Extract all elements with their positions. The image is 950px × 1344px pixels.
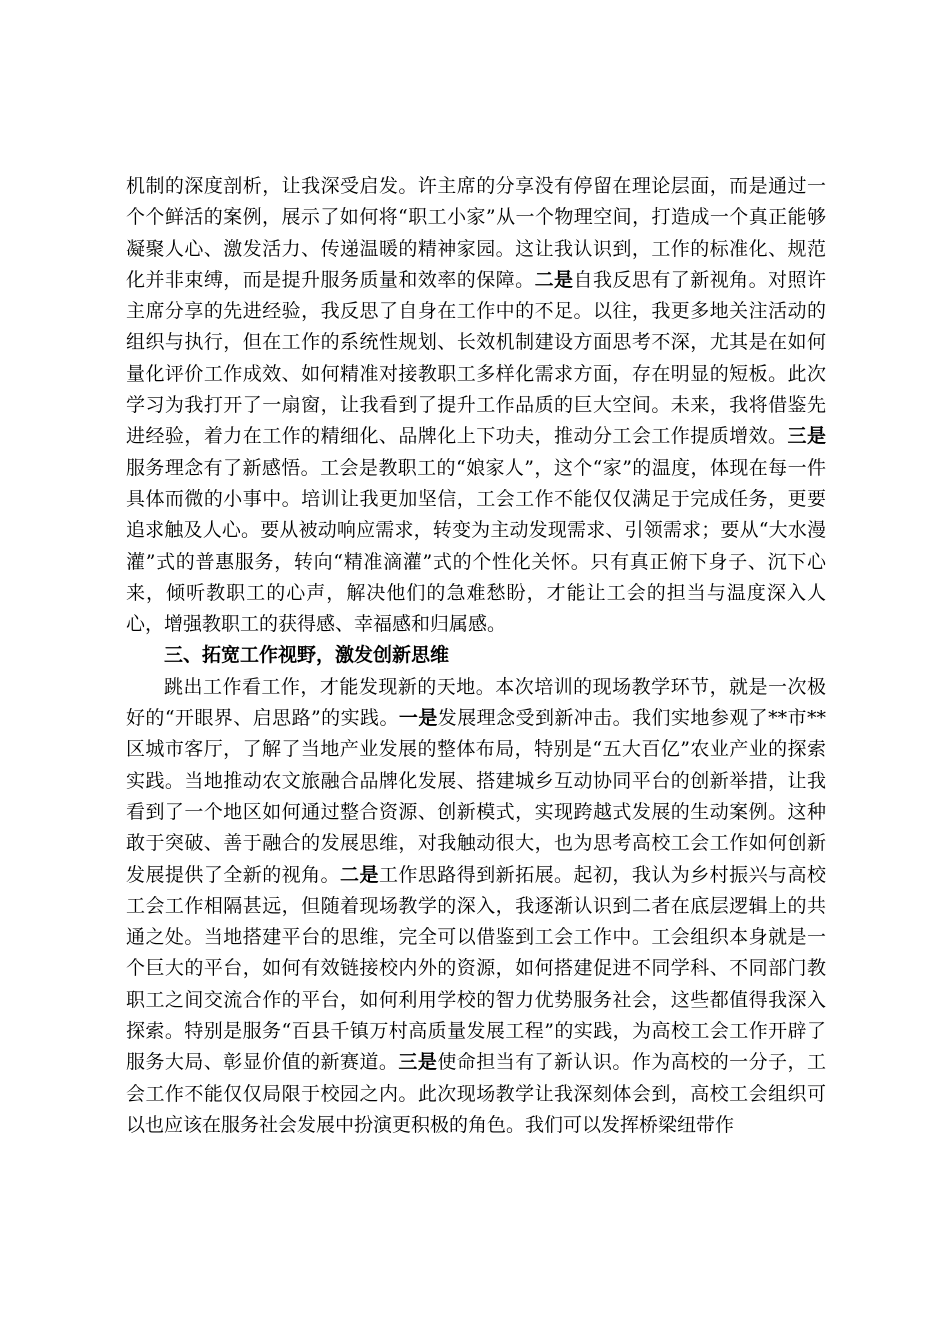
paragraph — [126, 672, 826, 1141]
paragraph-continued — [126, 171, 826, 640]
paragraph-text: 机制的深度剖析，让我深受启发。许主席的分享没有停留在理论层面，而是通过一个个鲜活的案例，展示了如何将“职工小家”从一个物理空间，打造成一个真正能够凝聚人心、激发活力、传递温暖的精神家园。这让我认识到，工作的标准化、规范化并非束缚，而是提升服务质量和效率的保障。 — [126, 175, 826, 291]
bold-lead-phrase: 二是 — [340, 863, 379, 886]
paragraph-text: 自我反思有了新视角。对照许主席分享的先进经验，我反思了自身在工作中的不足。以往，我更多地关注活动的组织与执行，但在工作的系统性规划、长效机制建设方面思考不深，尤其是在如何量化评价工作成效、如何精准对接教职工多样化需求方面，存在明显的短板。此次学习为我打开了一扇窗，让我看到了提升工作品质的巨大空间。未来，我将借鉴先进经验，着力在工作的精细化、品牌化上下功夫，推动分工会工作提质增效。 — [126, 268, 826, 448]
paragraph-text: 服务理念有了新感悟。工会是教职工的“娘家人”，这个“家”的温度，体现在每一件具体而微的小事中。培训让我更加坚信，工会工作不能仅仅满足于完成任务，更要追求触及人心。要从被动响应需求，转变为主动发现需求、引领需求；要从“大水漫灌”式的普惠服务，转向“精准滴灌”式的个性化关怀。只有真正俯下身子、沉下心来，倾听教职工的心声，解决他们的急难愁盼，才能让工会的担当与温度深入人心，增强教职工的获得感、幸福感和归属感。 — [126, 456, 826, 636]
paragraph-text: 跳出工作看工作，才能发现新的天地。本次培训的现场教学环节，就是一次极好的“开眼界、启思路”的实践。 — [126, 675, 826, 730]
bold-lead-phrase: 二是 — [534, 268, 574, 291]
section-heading: 三、拓宽工作视野，激发创新思维 — [164, 644, 450, 667]
paragraph-text: 使命担当有了新认识。作为高校的一分子，工会工作不能仅仅局限于校园之内。此次现场教学让我深刻体会到，高校工会组织可以也应该在服务社会发展中扮演更积极的角色。我们可以发挥桥梁纽带作 — [126, 1051, 826, 1136]
bold-lead-phrase: 一是 — [398, 707, 438, 730]
paragraph-text: 发展理念受到新冲击。我们实地参观了**市**区城市客厅，了解了当地产业发展的整体布局，特别是“五大百亿”农业产业的探索实践。当地推动农文旅融合品牌化发展、搭建城乡互动协同平台的创新举措，让我看到了一个地区如何通过整合资源、创新模式，实现跨越式发展的生动案例。这种敢于突破、善于融合的发展思维，对我触动很大，也为思考高校工会工作如何创新发展提供了全新的视角。 — [126, 707, 826, 886]
paragraph-text: 工作思路得到新拓展。起初，我认为乡村振兴与高校工会工作相隔甚远，但随着现场教学的深入，我逐渐认识到二者在底层逻辑上的共通之处。当地搭建平台的思维，完全可以借鉴到工会工作中。工会组织本身就是一个巨大的平台，如何有效链接校内外的资源，如何搭建促进不同学科、不同部门教职工之间交流合作的平台，如何利用学校的智力优势服务社会，这些都值得我深入探索。特别是服务“百县千镇万村高质量发展工程”的实践，为高校工会工作开辟了服务大局、彰显价值的新赛道。 — [126, 863, 826, 1074]
bold-lead-phrase: 三是 — [398, 1051, 438, 1074]
bold-lead-phrase: 三是 — [787, 425, 826, 448]
document-body — [126, 171, 826, 1141]
